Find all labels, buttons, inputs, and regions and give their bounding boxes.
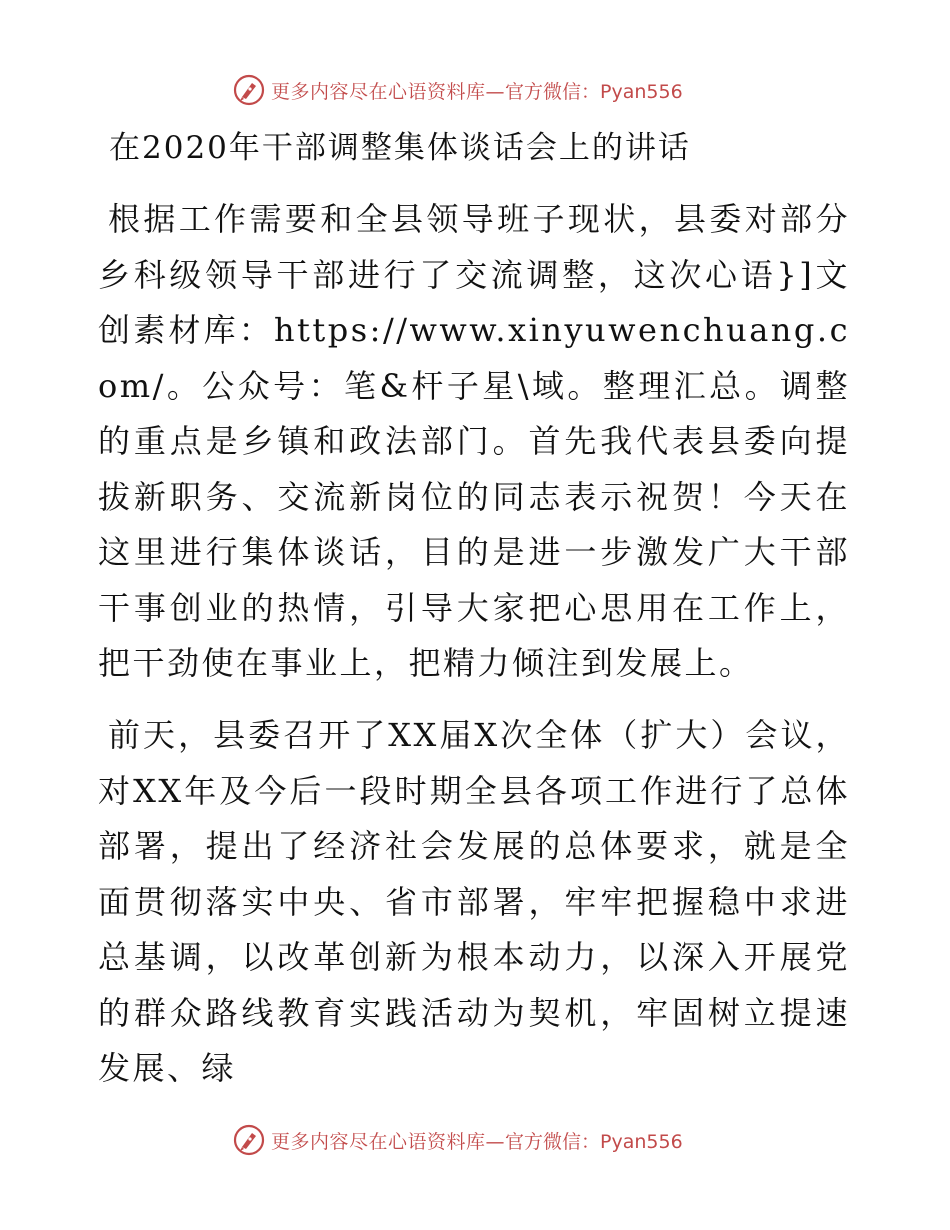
watermark-wechat: 官方微信：Pyan556 — [505, 80, 683, 103]
body-paragraph-1: 根据工作需要和全县领导班子现状，县委对部分乡科级领导干部进行了交流调整，这次心语}]文创素材库：https://www.xinyuwenchuang.com/。公众号：笔&杆子星\域。整理汇总。调整的重点是乡镇和政法部门。首先我代表县委向提拔新职务、交流新岗位的同志表示祝贺！今天在这里进行集体谈话，目的是进一步激发广大干部干事创业的热情，引导大家把心思用在工作上，把干劲使在事业上，把精力倾注到发展上。 — [98, 200, 850, 682]
watermark-slogan: 更多内容尽在心语资料库— — [271, 80, 506, 103]
footer-watermark-banner — [233, 1122, 683, 1158]
header-watermark-banner — [233, 72, 683, 108]
pen-nib-logo-icon — [233, 74, 265, 106]
watermark-slogan: 更多内容尽在心语资料库— — [271, 1130, 506, 1153]
pen-nib-logo-icon — [233, 1124, 265, 1156]
watermark-wechat: 官方微信：Pyan556 — [505, 1130, 683, 1153]
body-paragraph-2: 前天，县委召开了XX届X次全体（扩大）会议，对XX年及今后一段时期全县各项工作进行了总体部署，提出了经济社会发展的总体要求，就是全面贯彻落实中央、省市部署，牢牢把握稳中求进总基调，以改革创新为根本动力，以深入开展党的群众路线教育实践活动为契机，牢固树立提速发展、绿 — [98, 716, 850, 1087]
document-title: 在2020年干部调整集体谈话会上的讲话 — [109, 130, 691, 166]
